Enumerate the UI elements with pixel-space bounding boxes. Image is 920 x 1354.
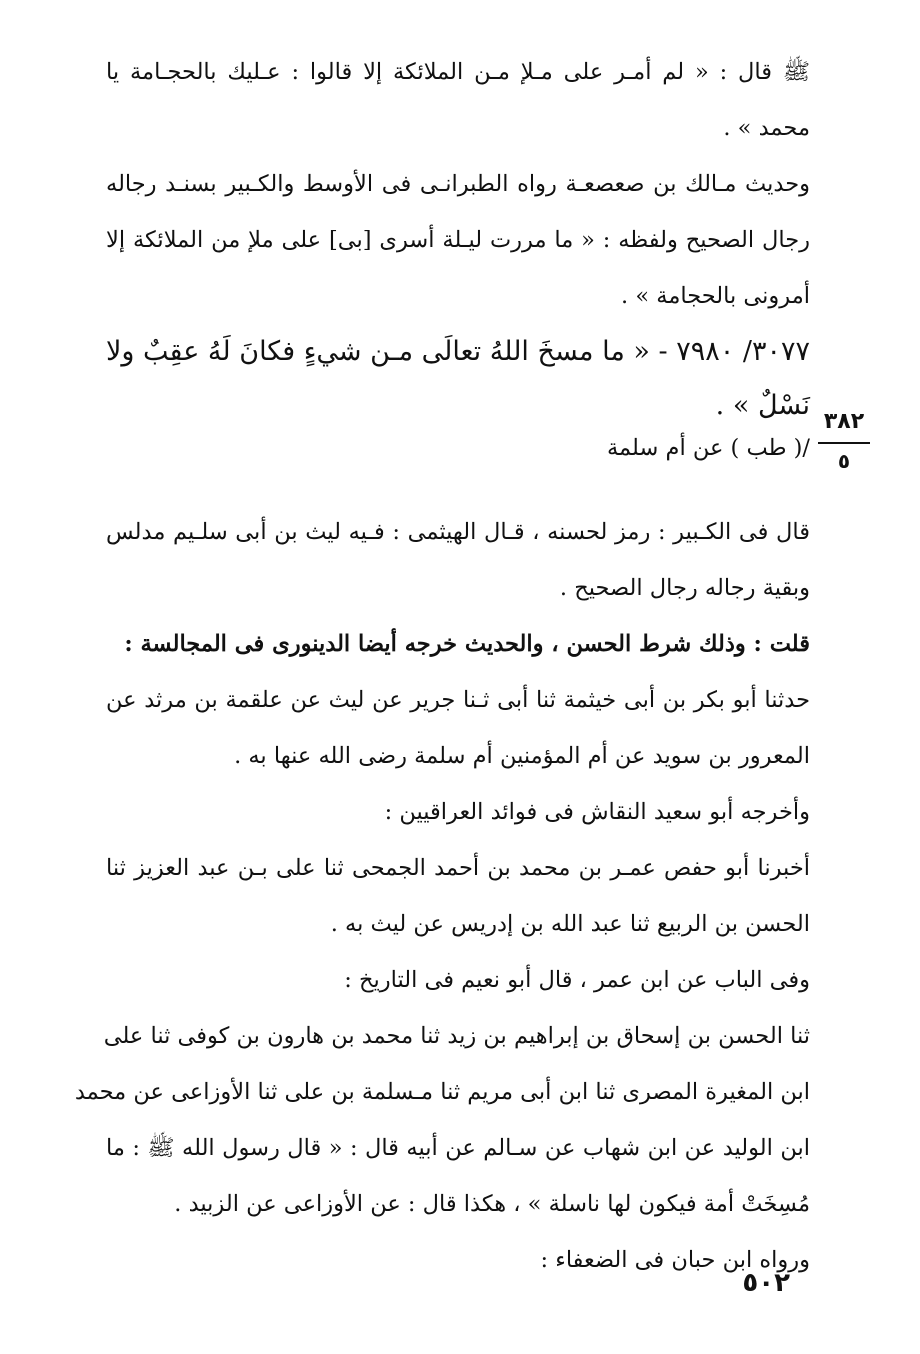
margin-reference-top: ٣٨٢ xyxy=(823,409,865,434)
margin-reference xyxy=(818,404,870,476)
paragraph-isnad-naqqash xyxy=(106,840,810,952)
text-line: وحديث مـالك بن صعصعـة رواه الطبرانـى فى الأوسط والكـبير بسنـد رجاله xyxy=(106,171,810,197)
text-line: مُسِخَتْ أمة فيكون لها ناسلة » ، هكذا قال : عن الأوزاعى عن الزبيد . xyxy=(174,1191,810,1217)
text-line: قال فى الكـبير : رمز لحسنه ، قـال الهيثمى : فـيه ليث بن أبى سلـيم مدلس xyxy=(106,519,810,545)
page-number: ٥٠٢ xyxy=(742,1268,790,1298)
paragraph-intro-quote xyxy=(106,44,810,156)
text-line: أخبرنا أبو حفص عمـر بن محمد بن أحمد الجمحى ثنا على بـن عبد العزيز ثنا xyxy=(106,855,810,881)
text-line: ثنا الحسن بن إسحاق بن إبراهيم بن زيد ثنا محمد بن هارون بن كوفى ثنا على xyxy=(103,1023,810,1049)
text-line: ورواه ابن حبان فى الضعفاء : xyxy=(540,1247,810,1273)
paragraph-kabir-note xyxy=(106,504,810,616)
paragraph-malik-hadith xyxy=(106,156,810,324)
text-line: الحسن بن الربيع ثنا عبد الله بن إدريس عن ليث به . xyxy=(330,911,810,937)
paragraph-isnad-abu-nuaym xyxy=(74,1008,810,1232)
margin-reference-bottom: ٥ xyxy=(837,449,851,473)
text-line: محمد » . xyxy=(723,115,810,141)
text-line: ﷺ قال : « لم أمـر على مـلإ مـن الملائكة إلا قالوا : عـليك بالحجـامة يا xyxy=(106,59,810,85)
hadith-heading xyxy=(106,324,810,432)
text-line: حدثنا أبو بكر بن أبى خيثمة ثنا أبى ثـنا جرير عن ليث عن علقمة بن مرثد عن xyxy=(106,687,810,713)
body-text xyxy=(74,44,810,1288)
text-line: رجال الصحيح ولفظه : « ما مررت ليـلة أسرى [بى] على ملإ من الملائكة إلا xyxy=(106,227,810,253)
paragraph-author-comment xyxy=(106,616,810,672)
citation-line: /( طب ) عن أم سلمة xyxy=(606,435,810,461)
paragraph-naqqash xyxy=(106,784,810,840)
text-line: وبقية رجاله رجال الصحيح . xyxy=(559,575,810,601)
text-line: وفى الباب عن ابن عمر ، قال أبو نعيم فى التاريخ : xyxy=(344,967,810,993)
text-line: المعرور بن سويد عن أم المؤمنين أم سلمة رضى الله عنها به . xyxy=(234,743,810,769)
hadith-heading-line: نَسْلٌ » . xyxy=(715,390,810,421)
text-line: ابن الوليد عن ابن شهاب عن سـالم عن أبيه قال : « قال رسول الله ﷺ : ما xyxy=(106,1135,810,1161)
text-line: ابن المغيرة المصرى ثنا ابن أبى مريم ثنا مـسلمة بن على ثنا الأوزاعى عن محمد xyxy=(74,1079,810,1105)
text-line: وأخرجه أبو سعيد النقاش فى فوائد العراقيين : xyxy=(384,799,810,825)
paragraph-ibn-umar xyxy=(106,952,810,1008)
text-line: أمرونى بالحجامة » . xyxy=(621,283,810,309)
text-line: قلت : وذلك شرط الحسن ، والحديث خرجه أيضا الدينورى فى المجالسة : xyxy=(124,631,810,657)
paragraph-isnad-dinawari xyxy=(106,672,810,784)
margin-reference-rule xyxy=(818,442,870,444)
hadith-heading-line: ٣٠٧٧/ ٧٩٨٠ - « ما مسخَ اللهُ تعالَى مـن شيءٍ فكانَ لَهُ عقِبٌ ولا xyxy=(106,336,810,367)
